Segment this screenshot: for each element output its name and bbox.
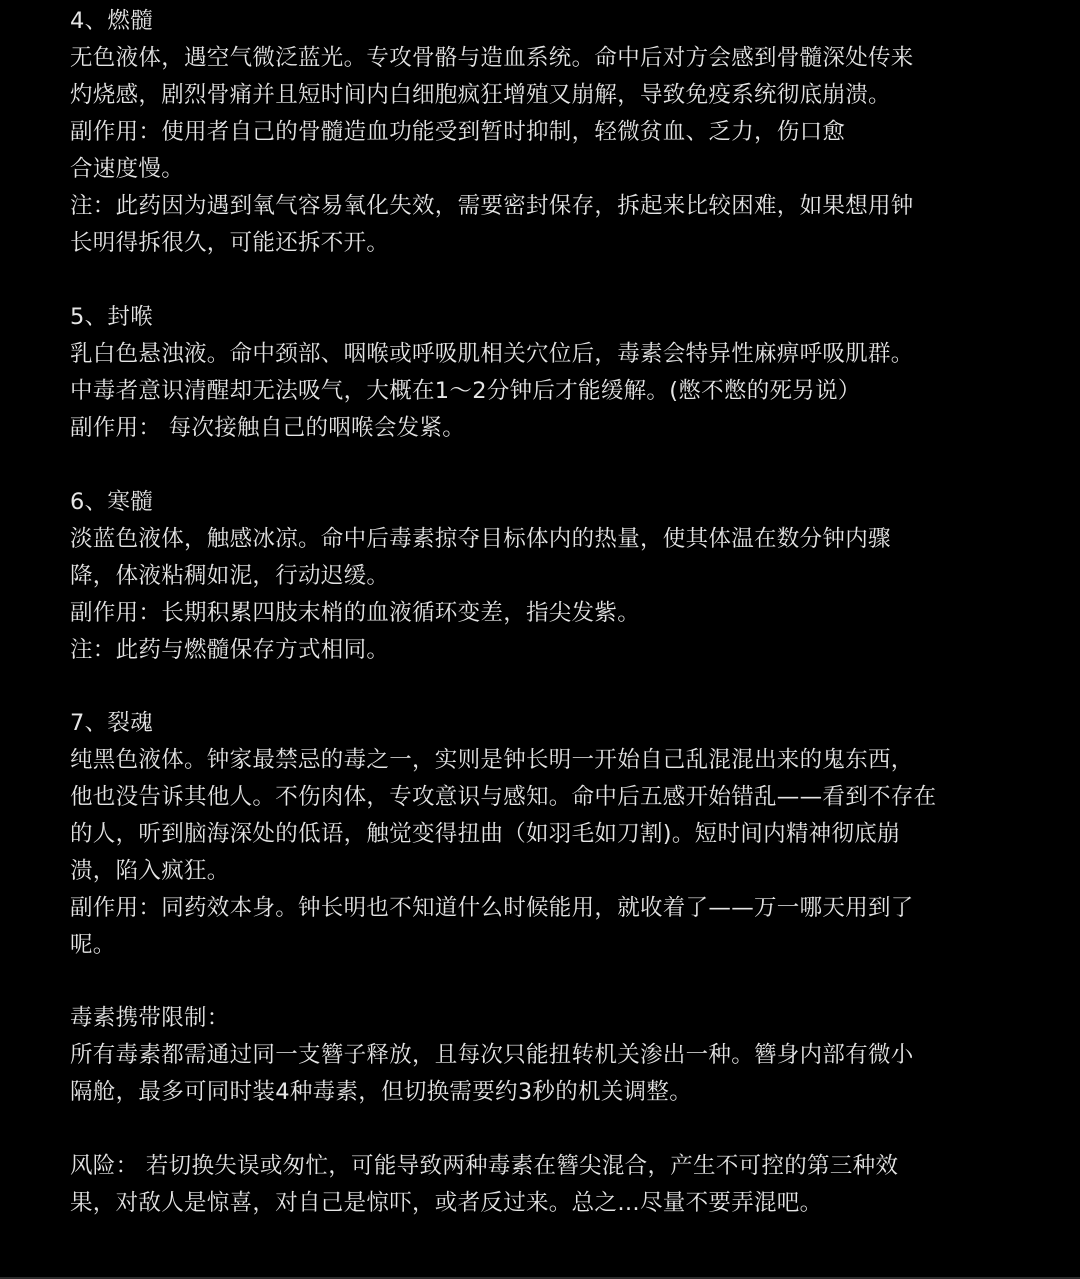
section-heading: 6、寒髓 [70,489,154,515]
text-line: 注：此药与燃髓保存方式相同。 [70,637,390,663]
text-line: 呢。 [70,932,116,958]
text-line: 降，体液粘稠如泥，行动迟缓。 [70,563,390,589]
text-line: 的人，听到脑海深处的低语，触觉变得扭曲（如羽毛如刀割)。短时间内精神彻底崩 [70,821,900,847]
text-line: 合速度慢。 [70,156,185,182]
text-line: 长明得拆很久，可能还拆不开。 [70,230,390,256]
text-line: 淡蓝色液体，触感冰凉。命中后毒素掠夺目标体内的热量，使其体温在数分钟内骤 [70,526,891,552]
text-line: 副作用： 每次接触自己的咽喉会发紧。 [70,415,466,441]
text-line: 无色液体，遇空气微泛蓝光。专攻骨骼与造血系统。命中后对方会感到骨髓深处传来 [70,45,914,71]
section-heading: 4、燃髓 [70,8,154,34]
text-line: 他也没告诉其他人。不伤肉体，专攻意识与感知。命中后五感开始错乱——看到不存在 [70,784,937,810]
section-heading: 5、封喉 [70,304,154,330]
text-line: 隔舱，最多可同时装4种毒素，但切换需要约3秒的机关调整。 [70,1079,693,1105]
text-line: 乳白色悬浊液。命中颈部、咽喉或呼吸肌相关穴位后，毒素会特异性麻痹呼吸肌群。 [70,341,914,367]
text-line: 纯黑色液体。钟家最禁忌的毒之一，实则是钟长明一开始自己乱混混出来的鬼东西， [70,747,914,773]
text-line: 灼烧感，剧烈骨痛并且短时间内白细胞疯狂增殖又崩解，导致免疫系统彻底崩溃。 [70,82,891,108]
text-line: 副作用：同药效本身。钟长明也不知道什么时候能用，就收着了——万一哪天用到了 [70,895,914,921]
text-line: 溃，陷入疯狂。 [70,858,230,884]
text-line: 风险： 若切换失误或匆忙，可能导致两种毒素在簪尖混合，产生不可控的第三种效 [70,1153,899,1179]
text-line: 果，对敌人是惊喜，对自己是惊吓，或者反过来。总之…尽量不要弄混吧。 [70,1190,823,1216]
text-line: 副作用：长期积累四肢末梢的血液循环变差，指尖发紫。 [70,600,641,626]
text-line: 所有毒素都需通过同一支簪子释放，且每次只能扭转机关渗出一种。簪身内部有微小 [70,1042,914,1068]
text-line: 中毒者意识清醒却无法吸气，大概在1～2分钟后才能缓解。(憋不憋的死另说） [70,378,861,404]
section-heading: 7、裂魂 [70,710,154,736]
text-line: 注：此药因为遇到氧气容易氧化失效，需要密封保存，拆起来比较困难，如果想用钟 [70,193,914,219]
text-line: 副作用：使用者自己的骨髓造血功能受到暂时抑制，轻微贫血、乏力，伤口愈 [70,119,846,145]
section-heading: 毒素携带限制： [70,1005,230,1031]
